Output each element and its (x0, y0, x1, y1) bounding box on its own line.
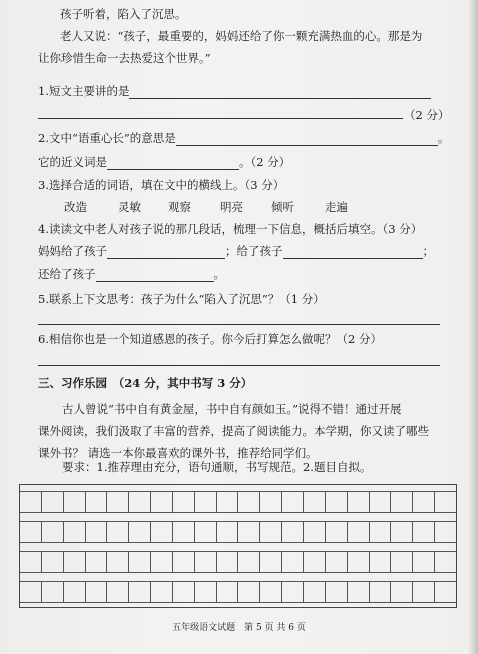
q1-line (38, 83, 431, 99)
grid-cell[interactable] (151, 522, 173, 542)
grid-cell[interactable] (348, 552, 370, 572)
q4-semicolon: ； (422, 244, 434, 258)
grid-cell[interactable] (391, 552, 413, 572)
q3-word-6: 走遍 (325, 200, 348, 214)
grid-row[interactable] (20, 551, 456, 573)
grid-cell[interactable] (370, 492, 392, 512)
q4-blank-3[interactable] (96, 269, 214, 282)
q2-synonym-blank[interactable] (107, 157, 239, 170)
grid-cell[interactable] (370, 582, 392, 602)
grid-cell[interactable] (86, 582, 108, 602)
grid-cell[interactable] (195, 582, 217, 602)
grid-cell[interactable] (304, 522, 326, 542)
grid-cell[interactable] (413, 552, 435, 572)
q4-label-b: ；给了孩子 (225, 244, 283, 258)
grid-cell[interactable] (64, 522, 86, 542)
q2-line (38, 130, 449, 146)
grid-cell[interactable] (326, 522, 348, 542)
q6-answer-line[interactable] (38, 365, 440, 366)
grid-cell[interactable] (282, 582, 304, 602)
grid-cell[interactable] (435, 492, 456, 512)
grid-cell[interactable] (260, 492, 282, 512)
page-footer: 五年级语文试题 第 5 页 共 6 页 (172, 623, 306, 633)
q4-line-2 (38, 266, 225, 282)
grid-cell[interactable] (64, 552, 86, 572)
grid-cell[interactable] (86, 552, 108, 572)
grid-cell[interactable] (413, 582, 435, 602)
grid-cell[interactable] (195, 522, 217, 542)
grid-cell[interactable] (151, 492, 173, 512)
grid-cell[interactable] (129, 492, 151, 512)
grid-cell[interactable] (173, 522, 195, 542)
grid-cell[interactable] (151, 582, 173, 602)
grid-cell[interactable] (282, 522, 304, 542)
q1-answer-blank[interactable] (129, 86, 431, 99)
section3-requirements: 要求：1.推荐理由充分，语句通顺，书写规范。2.题目自拟。 (62, 460, 372, 474)
grid-cell[interactable] (86, 522, 108, 542)
grid-cell[interactable] (391, 582, 413, 602)
grid-cell[interactable] (64, 582, 86, 602)
q6-prompt: 6.相信你也是一个知道感恩的孩子。你今后打算怎么做呢？（2 分） (38, 332, 382, 346)
grid-cell[interactable] (238, 582, 260, 602)
section3-heading: 三、习作乐园 （24 分，其中书写 3 分） (38, 376, 253, 390)
grid-cell[interactable] (326, 582, 348, 602)
q4-label-c: 还给了孩子 (38, 267, 96, 281)
q1-score: （2 分） (404, 108, 450, 122)
q4-blank-2[interactable] (283, 246, 423, 259)
grid-cell[interactable] (391, 522, 413, 542)
writing-grid[interactable] (19, 484, 457, 608)
grid-cell[interactable] (435, 522, 456, 542)
grid-cell[interactable] (435, 582, 456, 602)
section3-para-line-3: 课外书？ 请选一本你最喜欢的课外书，推荐给同学们。 (38, 446, 318, 460)
passage-line-1: 孩子听着，陷入了沉思。 (60, 7, 187, 21)
q1-answer-line-2[interactable] (38, 118, 403, 119)
section3-para-line-1: 古人曾说“书中自有黄金屋，书中自有颜如玉。”说得不错！通过开展 (62, 402, 402, 416)
grid-row[interactable] (20, 521, 456, 543)
grid-cell[interactable] (20, 582, 42, 602)
q2-period: 。 (437, 131, 450, 145)
grid-cell[interactable] (282, 552, 304, 572)
grid-cell[interactable] (282, 492, 304, 512)
grid-cell[interactable] (173, 552, 195, 572)
grid-cell[interactable] (304, 582, 326, 602)
grid-cell[interactable] (238, 552, 260, 572)
grid-cell[interactable] (195, 552, 217, 572)
page-edge-shadow (468, 0, 478, 654)
q5-answer-line[interactable] (38, 324, 440, 325)
grid-cell[interactable] (173, 492, 195, 512)
grid-cell[interactable] (238, 522, 260, 542)
grid-cell[interactable] (107, 522, 129, 542)
grid-cell[interactable] (42, 492, 64, 512)
grid-cell[interactable] (20, 492, 42, 512)
q4-blank-1[interactable] (107, 246, 225, 259)
q4-label-a: 妈妈给了孩子 (38, 244, 107, 258)
q4-prompt: 4.读读文中老人对孩子说的那几段话，梳理一下信息，概括后填空。（3 分） (38, 222, 423, 236)
q3-word-2: 灵敏 (118, 200, 141, 214)
grid-cell[interactable] (370, 522, 392, 542)
q3-prompt: 3.选择合适的词语，填在文中的横线上。（3 分） (38, 178, 285, 192)
grid-cell[interactable] (129, 522, 151, 542)
grid-cell[interactable] (20, 552, 42, 572)
q3-word-1: 改造 (64, 200, 87, 214)
grid-cell[interactable] (42, 552, 64, 572)
q2-synonym-line (38, 154, 290, 170)
grid-row[interactable] (20, 581, 456, 603)
grid-cell[interactable] (260, 552, 282, 572)
grid-cell[interactable] (304, 492, 326, 512)
q2-score: 。（2 分） (239, 155, 291, 169)
grid-cell[interactable] (326, 552, 348, 572)
passage-line-2: 老人又说：“孩子，最重要的，妈妈还给了你一颗充满热血的心。那是为 (60, 29, 423, 43)
section3-para-line-2: 课外阅读，我们汲取了丰富的营养，提高了阅读能力。本学期，你又读了哪些 (38, 424, 429, 438)
passage-line-3: 让你珍惜生命一去热爱这个世界。” (38, 51, 211, 65)
grid-cell[interactable] (107, 492, 129, 512)
grid-cell[interactable] (260, 582, 282, 602)
q3-word-3: 观察 (168, 200, 191, 214)
q3-word-5: 倾听 (271, 200, 294, 214)
q2-prompt: 2.文中“语重心长”的意思是 (38, 131, 176, 145)
grid-cell[interactable] (173, 582, 195, 602)
grid-cell[interactable] (370, 552, 392, 572)
q3-word-4: 明亮 (220, 200, 243, 214)
grid-cell[interactable] (238, 492, 260, 512)
grid-cell[interactable] (217, 492, 239, 512)
grid-cell[interactable] (129, 582, 151, 602)
grid-cell[interactable] (129, 552, 151, 572)
grid-cell[interactable] (86, 492, 108, 512)
grid-cell[interactable] (64, 492, 86, 512)
q4-line-1 (38, 243, 434, 259)
grid-cell[interactable] (42, 582, 64, 602)
grid-cell[interactable] (435, 552, 456, 572)
q5-prompt: 5.联系上下文思考：孩子为什么“陷入了沉思”？（1 分） (38, 292, 325, 306)
q4-period: 。 (213, 267, 225, 281)
grid-cell[interactable] (107, 582, 129, 602)
grid-cell[interactable] (348, 522, 370, 542)
grid-cell[interactable] (20, 522, 42, 542)
q1-prompt: 1.短文主要讲的是 (38, 84, 130, 98)
grid-row[interactable] (20, 491, 456, 513)
grid-cell[interactable] (304, 552, 326, 572)
grid-cell[interactable] (326, 492, 348, 512)
grid-cell[interactable] (413, 522, 435, 542)
grid-cell[interactable] (217, 582, 239, 602)
grid-cell[interactable] (107, 552, 129, 572)
grid-cell[interactable] (260, 522, 282, 542)
grid-cell[interactable] (151, 552, 173, 572)
grid-cell[interactable] (217, 552, 239, 572)
grid-cell[interactable] (217, 522, 239, 542)
grid-cell[interactable] (413, 492, 435, 512)
grid-cell[interactable] (348, 582, 370, 602)
grid-cell[interactable] (391, 492, 413, 512)
grid-cell[interactable] (348, 492, 370, 512)
grid-cell[interactable] (42, 522, 64, 542)
q2-meaning-blank[interactable] (176, 133, 438, 146)
q2-synonym-label: 它的近义词是 (38, 155, 107, 169)
grid-cell[interactable] (195, 492, 217, 512)
